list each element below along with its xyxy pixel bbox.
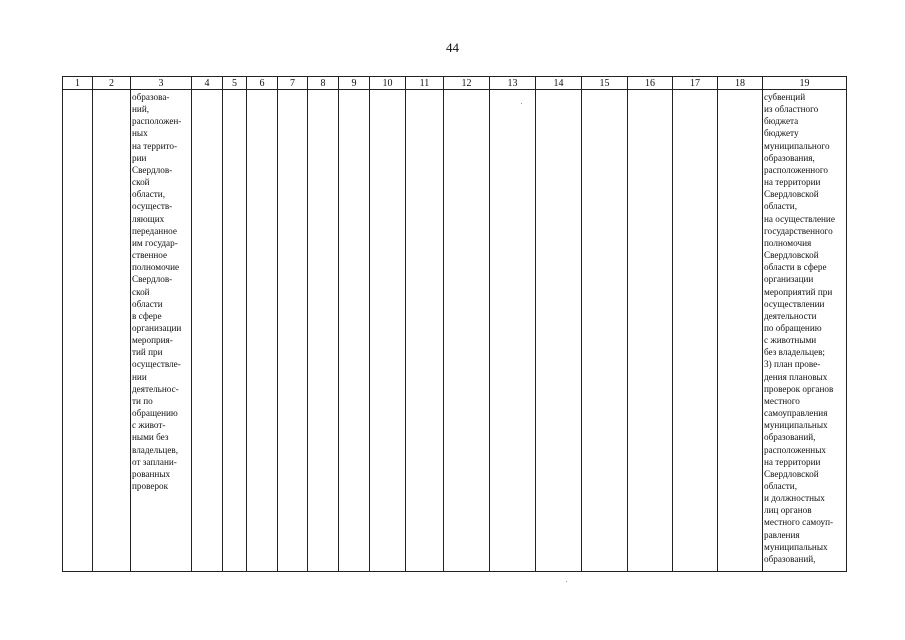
column-header-14: 14 bbox=[536, 77, 582, 90]
column-header-13: 13 bbox=[490, 77, 536, 90]
column-header-8: 8 bbox=[308, 77, 339, 90]
table-cell-col-9 bbox=[339, 90, 370, 572]
table-row bbox=[63, 90, 847, 572]
table-cell-col-7 bbox=[278, 90, 308, 572]
scan-speck bbox=[521, 103, 522, 104]
table-cell-col-15 bbox=[582, 90, 628, 572]
column-header-16: 16 bbox=[628, 77, 673, 90]
column-header-2: 2 bbox=[93, 77, 131, 90]
column-header-12: 12 bbox=[444, 77, 490, 90]
header-row bbox=[63, 77, 847, 90]
column-header-18: 18 bbox=[718, 77, 763, 90]
col19-cell-text: субвенций из областного бюджета бюджету муниципального образования, расположенного на территории Свердловской области, на осуществление государственного полномочия Свердловской области в сфере организации мероприятий при осуществлении деятельности по обращению с животными без владельцев; 3) план прове- дения плановых проверок органов местного самоуправления муниципальных образований, расположенных на территории Свердловской области, и должностных лиц органов местного самоуп- равления муниципальных образований, bbox=[764, 92, 835, 564]
table-cell-col-1 bbox=[63, 90, 93, 572]
table-cell-col-2 bbox=[93, 90, 131, 572]
column-header-4: 4 bbox=[192, 77, 223, 90]
table-cell-col-6 bbox=[247, 90, 278, 572]
column-header-15: 15 bbox=[582, 77, 628, 90]
column-header-6: 6 bbox=[247, 77, 278, 90]
column-header-7: 7 bbox=[278, 77, 308, 90]
table-cell-col-5 bbox=[223, 90, 247, 572]
scan-speck bbox=[566, 581, 567, 582]
table-cell-col-3 bbox=[131, 90, 192, 572]
column-header-1: 1 bbox=[63, 77, 93, 90]
column-header-19: 19 bbox=[763, 77, 847, 90]
column-header-17: 17 bbox=[673, 77, 718, 90]
column-header-11: 11 bbox=[406, 77, 444, 90]
table-cell-col-11 bbox=[406, 90, 444, 572]
table-cell-col-17 bbox=[673, 90, 718, 572]
table-cell-col-10 bbox=[370, 90, 406, 572]
column-header-10: 10 bbox=[370, 77, 406, 90]
page-number: 44 bbox=[446, 40, 459, 55]
column-header-5: 5 bbox=[223, 77, 247, 90]
table-cell-col-4 bbox=[192, 90, 223, 572]
document-table bbox=[62, 76, 847, 572]
table-cell-col-19 bbox=[763, 90, 847, 572]
table-cell-col-18 bbox=[718, 90, 763, 572]
col3-cell-text: образова- ний, расположен- ных на террито- рии Свердлов- ской области, осуществ- ляющих переданное им государ- ственное полномочие Свердлов- ской области в сфере организации мероприя- тий при осуществле- нии деятельнос- ти по обращению с живот- ными без владельцев, от заплани- рованных проверок bbox=[132, 92, 182, 491]
table-cell-col-13 bbox=[490, 90, 536, 572]
column-header-9: 9 bbox=[339, 77, 370, 90]
column-header-3: 3 bbox=[131, 77, 192, 90]
table-cell-col-12 bbox=[444, 90, 490, 572]
table-cell-col-8 bbox=[308, 90, 339, 572]
table-cell-col-16 bbox=[628, 90, 673, 572]
table-cell-col-14 bbox=[536, 90, 582, 572]
